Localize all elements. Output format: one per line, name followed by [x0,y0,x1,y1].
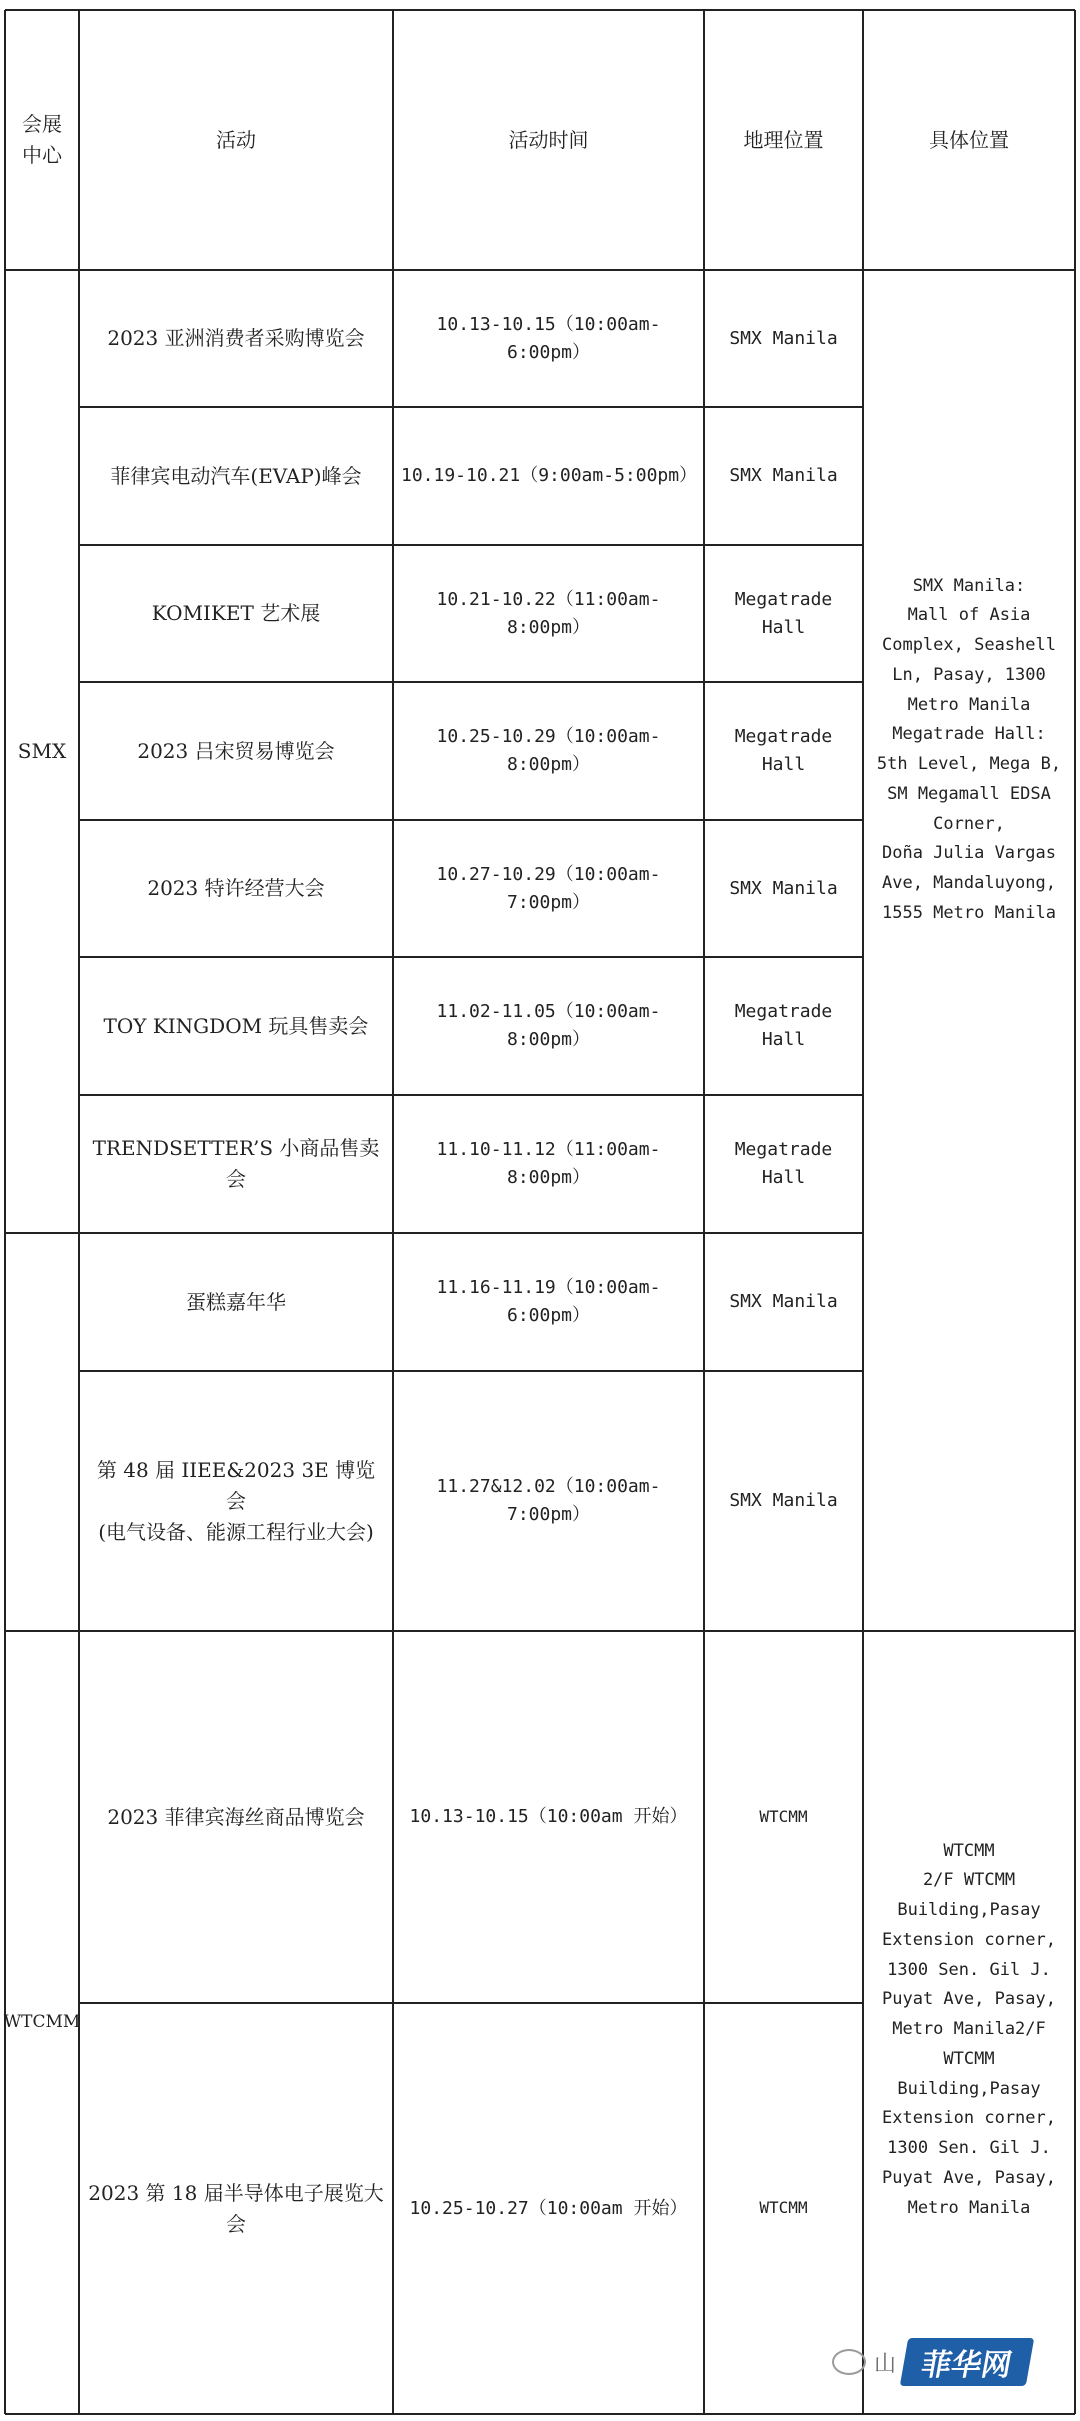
event-time: 10.13-10.15（10:00am-6:00pm） [436,313,661,363]
event-time: 10.19-10.21（9:00am-5:00pm） [401,465,698,487]
event-time: 10.27-10.29（10:00am-7:00pm） [436,863,661,913]
event-time: 11.10-11.12（11:00am-8:00pm） [436,1139,661,1188]
event-name: 蛋糕嘉年华 [186,1289,286,1314]
event-name: 菲律宾电动汽车(EVAP)峰会 [110,463,362,488]
header-location: 地理位置 [743,127,824,152]
event-name: TRENDSETTER’S 小商品售卖会 [92,1136,380,1191]
event-location: Megatrade Hall [734,1001,833,1050]
venue-blank [5,1233,79,1631]
watermark [832,2338,1030,2386]
event-time: 10.25-10.27（10:00am 开始） [409,2197,688,2219]
event-location: Megatrade Hall [734,726,833,775]
event-name: TOY KINGDOM 玩具售卖会 [103,1013,369,1038]
event-location: SMX Manila [729,1291,838,1313]
event-name: KOMIKET 艺术展 [151,601,321,625]
venue-smx: SMX [17,739,67,763]
event-name: 2023 特许经营大会 [147,876,325,900]
header-event: 活动 [216,127,256,152]
event-time: 10.13-10.15（10:00am 开始） [409,1806,688,1828]
chat-bubble-icon [832,2349,866,2375]
event-location: SMX Manila [729,465,838,487]
event-location: SMX Manila [729,1490,838,1512]
header-address: 具体位置 [929,127,1009,152]
event-location: Megatrade Hall [734,1139,833,1188]
event-location: Megatrade Hall [734,588,833,638]
address-wtcmm: WTCMM 2/F WTCMM Building,Pasay Extension corner, 1300 Sen. Gil J. Puyat Ave, Pasay, Metro Manila2/F WTCMM Building,Pasay Extension corner, 1300 Sen. Gil J. Puyat Ave, Pasay, Metro Manila [882,1840,1056,2218]
event-name: 2023 亚洲消费者采购博览会 [107,326,365,350]
address-smx: SMX Manila: Mall of Asia Complex, Seashell Ln, Pasay, 1300 Metro Manila Megatrade Hall: 5th Level, Mega B, SM Megamall EDSA Corner, Doña Julia Vargas Ave, Mandaluyong, 1555 Metro Manila [876,575,1062,923]
event-location: SMX Manila [729,327,838,349]
watermark-text: 山 [874,2351,897,2377]
event-name: 第 48 届 IIEE&2023 3E 博览会 (电气设备、能源工程行业大会) [96,1457,376,1544]
event-name: 2023 菲律宾海丝商品博览会 [107,1804,365,1829]
venue-wtcmm: WTCMM [3,2012,81,2033]
event-time: 10.21-10.22（11:00am-8:00pm） [436,588,661,638]
event-location: SMX Manila [729,877,838,899]
event-time: 11.02-11.05（10:00am-8:00pm） [436,1001,661,1050]
event-name: 2023 吕宋贸易博览会 [137,738,335,763]
event-time: 11.27&12.02（10:00am-7:00pm） [436,1476,661,1525]
header-time: 活动时间 [508,127,589,152]
event-location: WTCMM [759,1806,808,1826]
event-time: 10.25-10.29（10:00am-8:00pm） [436,726,661,775]
event-location: WTCMM [759,2198,808,2218]
event-name: 2023 第 18 届半导体电子展览大 会 [88,2180,384,2236]
site-logo: 菲华网 [900,2338,1034,2386]
header-venue: 会展 中心 [22,112,62,167]
event-time: 11.16-11.19（10:00am-6:00pm） [436,1277,661,1326]
